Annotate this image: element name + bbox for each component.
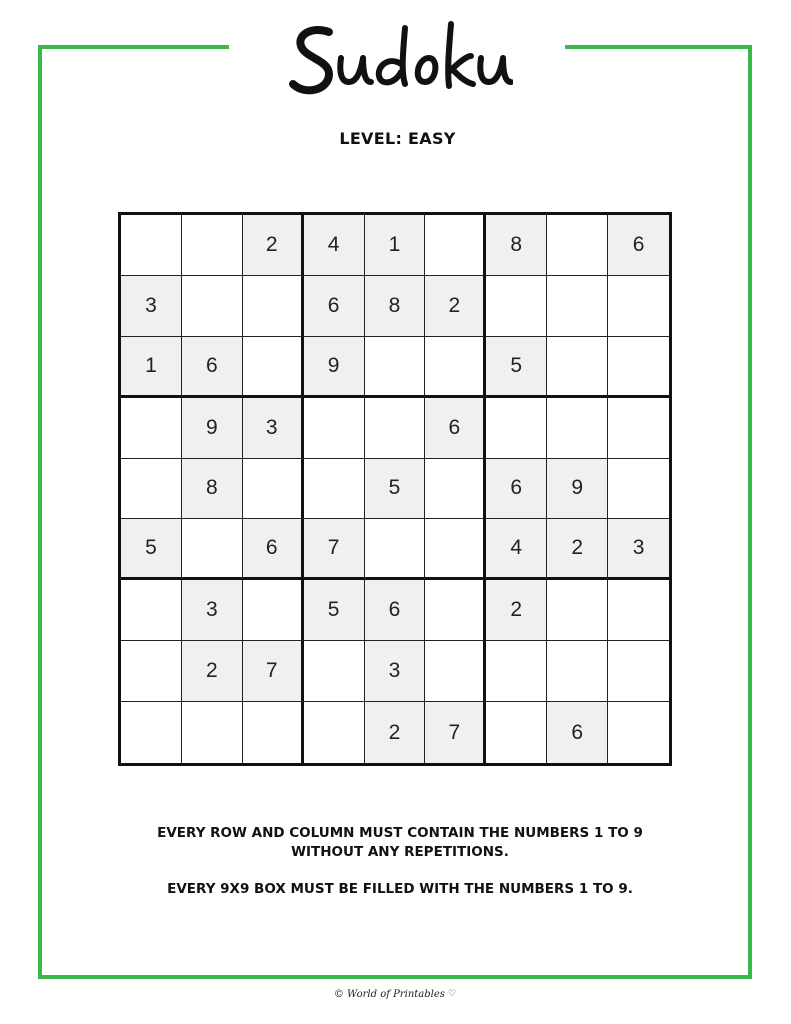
sudoku-cell[interactable]: 6 [486,459,547,520]
sudoku-cell[interactable] [608,641,669,702]
sudoku-cell[interactable] [121,702,182,763]
sudoku-cell[interactable] [304,641,365,702]
sudoku-cell[interactable]: 3 [182,580,243,641]
sudoku-cell[interactable]: 5 [304,580,365,641]
sudoku-cell[interactable]: 6 [425,398,486,459]
sudoku-cell[interactable]: 8 [182,459,243,520]
sudoku-cell[interactable]: 5 [365,459,426,520]
sudoku-cell[interactable] [425,641,486,702]
sudoku-cell[interactable] [182,702,243,763]
sudoku-cell[interactable] [608,580,669,641]
sudoku-cell[interactable] [121,398,182,459]
sudoku-cell[interactable] [304,702,365,763]
sudoku-cell[interactable] [486,702,547,763]
sudoku-cell[interactable]: 4 [486,519,547,580]
sudoku-cell[interactable]: 7 [243,641,304,702]
sudoku-cell[interactable]: 2 [425,276,486,337]
sudoku-cell[interactable]: 9 [182,398,243,459]
sudoku-cell[interactable] [486,276,547,337]
sudoku-cell[interactable] [608,337,669,398]
copyright-icon: © [333,989,344,1000]
page-title [230,12,565,122]
sudoku-cell[interactable] [304,398,365,459]
sudoku-cell[interactable] [243,459,304,520]
sudoku-cell[interactable] [121,459,182,520]
frame-right [748,45,752,979]
sudoku-cell[interactable]: 3 [608,519,669,580]
sudoku-cell[interactable]: 1 [121,337,182,398]
rule-boxes: EVERY 9X9 BOX MUST BE FILLED WITH THE NUMBERS 1 TO 9. [167,881,633,897]
sudoku-cell[interactable] [547,641,608,702]
sudoku-cell[interactable] [608,398,669,459]
sudoku-cell[interactable] [486,398,547,459]
sudoku-cell[interactable]: 3 [243,398,304,459]
sudoku-cell[interactable]: 3 [121,276,182,337]
sudoku-cell[interactable]: 5 [121,519,182,580]
sudoku-cell[interactable]: 2 [365,702,426,763]
brand-name: World of Printables [347,989,445,1000]
sudoku-grid [118,212,672,766]
sudoku-cell[interactable]: 7 [425,702,486,763]
sudoku-cell[interactable] [182,276,243,337]
sudoku-cell[interactable]: 5 [486,337,547,398]
sudoku-cell[interactable] [365,337,426,398]
sudoku-cell[interactable] [304,459,365,520]
heart-icon: ♡ [448,989,457,999]
sudoku-cell[interactable] [182,519,243,580]
frame-left [38,45,42,979]
footer-credit [300,989,490,1000]
sudoku-cell[interactable] [425,215,486,276]
sudoku-cell[interactable] [547,337,608,398]
sudoku-cell[interactable] [425,580,486,641]
sudoku-cell[interactable] [547,398,608,459]
sudoku-cell[interactable]: 2 [547,519,608,580]
sudoku-cell[interactable]: 9 [547,459,608,520]
sudoku-cell[interactable] [121,641,182,702]
sudoku-cell[interactable] [608,459,669,520]
sudoku-cell[interactable] [243,276,304,337]
sudoku-cell[interactable] [243,702,304,763]
sudoku-logo [283,12,513,112]
sudoku-cell[interactable] [365,519,426,580]
sudoku-cell[interactable]: 2 [486,580,547,641]
sudoku-cell[interactable]: 6 [243,519,304,580]
sudoku-cell[interactable]: 6 [182,337,243,398]
sudoku-cell[interactable] [547,276,608,337]
frame-bottom [38,975,752,979]
instructions [150,824,650,917]
sudoku-cell[interactable] [608,276,669,337]
sudoku-cell[interactable]: 8 [486,215,547,276]
rule-rows-columns: EVERY ROW AND COLUMN MUST CONTAIN THE NUMBERS 1 TO 9 WITHOUT ANY REPETITIONS. [157,825,643,860]
sudoku-cell[interactable]: 2 [243,215,304,276]
sudoku-cell[interactable] [121,215,182,276]
sudoku-cell[interactable]: 2 [182,641,243,702]
level-label: LEVEL: EASY [339,129,456,148]
sudoku-cell[interactable]: 4 [304,215,365,276]
sudoku-cell[interactable] [486,641,547,702]
sudoku-cell[interactable]: 1 [365,215,426,276]
sudoku-cell[interactable]: 6 [547,702,608,763]
sudoku-cell[interactable]: 6 [304,276,365,337]
sudoku-cell[interactable] [243,580,304,641]
sudoku-cell[interactable] [182,215,243,276]
sudoku-cell[interactable]: 9 [304,337,365,398]
sudoku-cell[interactable] [243,337,304,398]
sudoku-cell[interactable] [121,580,182,641]
sudoku-cell[interactable] [425,459,486,520]
sudoku-cell[interactable] [608,702,669,763]
frame-top-left [38,45,229,49]
sudoku-cell[interactable] [425,519,486,580]
sudoku-cell[interactable]: 8 [365,276,426,337]
sudoku-cell[interactable]: 6 [365,580,426,641]
sudoku-cell[interactable]: 3 [365,641,426,702]
sudoku-cell[interactable] [365,398,426,459]
sudoku-cell[interactable] [425,337,486,398]
sudoku-cell[interactable] [547,215,608,276]
frame-top-right [565,45,752,49]
sudoku-cell[interactable]: 6 [608,215,669,276]
sudoku-cell[interactable] [547,580,608,641]
sudoku-cell[interactable]: 7 [304,519,365,580]
